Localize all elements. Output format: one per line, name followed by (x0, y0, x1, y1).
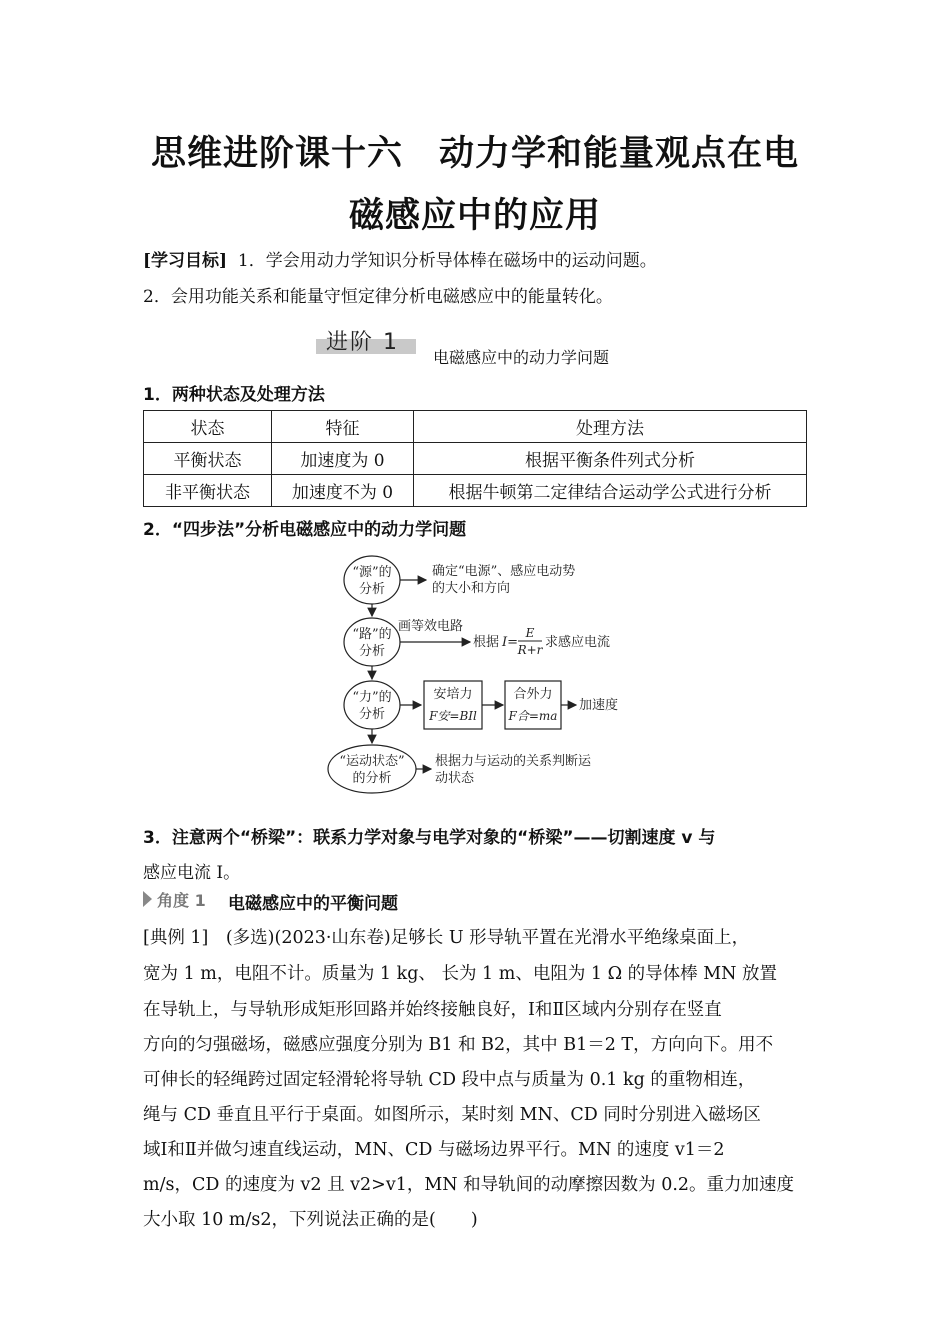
example-line-2: 宽为 1 m，电阻不计。质量为 1 kg、 长为 1 m、电阻为 1 Ω 的导体棒 MN 放置 (143, 964, 778, 984)
source-result-b: 的大小和方向 (432, 581, 511, 596)
table-row (144, 475, 807, 507)
advance-title: 电磁感应中的动力学问题 (433, 348, 610, 367)
angle-title: 电磁感应中的平衡问题 (228, 894, 398, 914)
example-line-7: 域Ⅰ和Ⅱ并做匀速直线运动，MN、CD 与磁场边界平行。MN 的速度 v1＝2 (143, 1140, 725, 1160)
path-arrow-label: 画等效电路 (398, 619, 464, 634)
objective-item-2: 2．会用功能关系和能量守恒定律分析电磁感应中的能量转化。 (143, 287, 613, 307)
path-result-den: R+r (517, 643, 543, 657)
section-2-heading: 2．“四步法”分析电磁感应中的动力学问题 (143, 520, 467, 540)
example-line-6: 绳与 CD 垂直且平行于桌面。如图所示，某时刻 MN、CD 同时分别进入磁场区 (143, 1105, 761, 1125)
example-line-4: 方向的匀强磁场，磁感应强度分别为 B1 和 B2，其中 B1＝2 T，方向向下。用不 (143, 1035, 774, 1055)
section-3-line-2: 感应电流 I。 (143, 863, 241, 883)
example-line-9: 大小取 10 m/s2，下列说法正确的是( ) (143, 1210, 478, 1230)
page-title-line-1: 思维进阶课十六 动力学和能量观点在电 (150, 134, 799, 174)
acceleration-label: 加速度 (579, 698, 619, 713)
table-header-cell: 特征 (272, 411, 414, 443)
motion-label-a: “运动状态” (339, 754, 405, 769)
path-label-a: “路”的 (352, 627, 392, 642)
objectives-line-1 (143, 246, 657, 271)
advance-badge-text: 进阶 1 (326, 330, 399, 355)
table-cell: 根据平衡条件列式分析 (414, 443, 807, 475)
example-line-8: m/s，CD 的速度为 v2 且 v2>v1，MN 和导轨间的动摩擦因数为 0.2。重力加速度 (143, 1175, 795, 1195)
net-force-title: 合外力 (513, 687, 553, 702)
table-header-cell: 状态 (144, 411, 272, 443)
table-cell: 根据牛顿第二定律结合运动学公式进行分析 (414, 475, 807, 507)
path-result-suffix: 求感应电流 (545, 635, 611, 650)
four-step-diagram (320, 553, 640, 803)
source-result-a: 确定“电源”、感应电动势 (432, 564, 576, 579)
path-result-prefix: 根据 (473, 635, 500, 650)
motion-result-a: 根据力与运动的关系判断运 (435, 754, 592, 769)
table-row (144, 443, 807, 475)
table-cell: 加速度不为 0 (272, 475, 414, 507)
ampere-title: 安培力 (433, 687, 473, 702)
table-header-row (144, 411, 807, 443)
example-line-3: 在导轨上，与导轨形成矩形回路并始终接触良好，Ⅰ和Ⅱ区域内分别存在竖直 (143, 1000, 722, 1020)
net-force-formula: F合=ma (508, 709, 558, 723)
angle-arrow-icon (143, 891, 152, 907)
path-label-b: 分析 (358, 644, 386, 659)
path-result-lhs: I= (502, 635, 519, 650)
states-table (143, 410, 807, 507)
section-1-heading: 1．两种状态及处理方法 (143, 385, 325, 405)
section-3-line-1: 3．注意两个“桥梁”：联系力学对象与电学对象的“桥梁”——切割速度 v 与 (143, 828, 716, 848)
path-result-num: E (525, 626, 535, 640)
motion-label-b: 的分析 (352, 771, 392, 786)
source-label-b: 分析 (358, 582, 386, 597)
angle-label: 角度 1 (157, 891, 206, 910)
example-line-1: [典例 1] (多选)(2023·山东卷)足够长 U 形导轨平置在光滑水平绝缘桌面上， (143, 928, 750, 948)
objective-item-1: 1．学会用动力学知识分析导体棒在磁场中的运动问题。 (237, 251, 657, 271)
advance-badge (316, 327, 416, 355)
motion-result-b: 动状态 (435, 771, 475, 786)
table-cell: 平衡状态 (144, 443, 272, 475)
source-label-a: “源”的 (352, 565, 392, 580)
table-cell: 非平衡状态 (144, 475, 272, 507)
objectives-label: [学习目标] (143, 251, 228, 271)
table-header-cell: 处理方法 (414, 411, 807, 443)
ampere-formula: F安=BIl (429, 709, 477, 723)
page-title-line-2: 磁感应中的应用 (348, 196, 601, 236)
example-line-5: 可伸长的轻绳跨过固定轻滑轮将导轨 CD 段中点与质量为 0.1 kg 的重物相连， (143, 1070, 756, 1090)
force-label-a: “力”的 (352, 690, 392, 705)
table-cell: 加速度为 0 (272, 443, 414, 475)
force-label-b: 分析 (358, 707, 386, 722)
